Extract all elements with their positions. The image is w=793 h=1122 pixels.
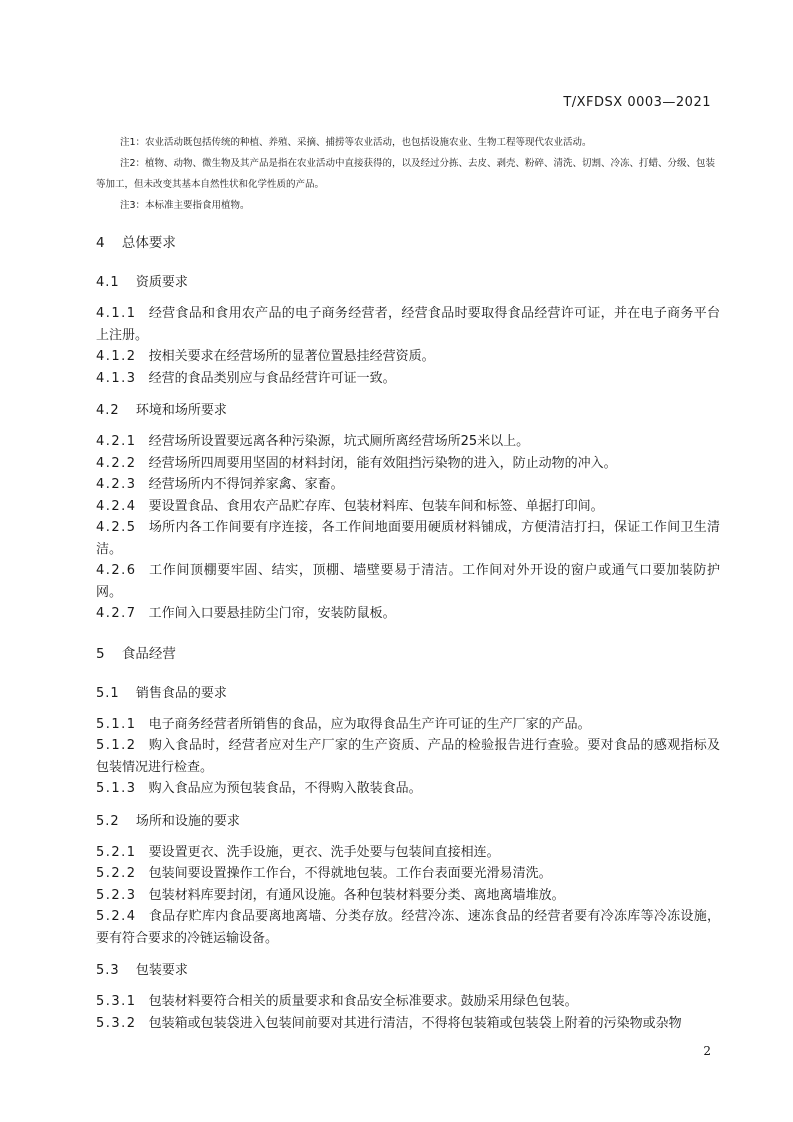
clause [96, 453, 720, 475]
clause-number: 4.2.7 [96, 606, 137, 621]
clause-number: 5.2.2 [96, 866, 137, 881]
clause-number: 4.1.1 [96, 306, 137, 321]
clause-text: 要设置更衣、洗手设施，更衣、洗手处要与包装间直接相连。 [148, 844, 500, 860]
clause [96, 603, 720, 625]
clause [96, 778, 720, 800]
clause-number: 4.2.1 [96, 434, 137, 449]
clause-number: 5.2.3 [96, 887, 137, 903]
clause-text: 包装材料要符合相关的质量要求和食品安全标准要求。鼓励采用绿色包装。 [148, 994, 578, 1009]
note-1: 注1：农业活动既包括传统的种植、养殖、采摘、捕捞等农业活动，也包括设施农业、生物工程等现代农业活动。 [120, 137, 592, 148]
clause-text: 经营场所设置要远离各种污染源，坑式厕所离经营场所25米以上。 [148, 434, 530, 449]
clause-text: 电子商务经营者所销售的食品，应为取得食品生产许可证的生产厂家的产品。 [148, 716, 591, 732]
section-title: 食品经营 [121, 645, 176, 662]
section-number: 5 [96, 645, 106, 662]
clause-text: 工作间顶棚要牢固、结实，顶棚、墙壁要易于清洁。工作间对外开设的窗户或通气口要加装防护网。 [96, 563, 720, 600]
clause [96, 517, 720, 560]
clause [96, 885, 720, 907]
document-code: T/XFDSX 0003—2021 [563, 95, 711, 110]
clause-number: 5.2.4 [96, 909, 137, 924]
subsection-title: 销售食品的要求 [135, 685, 227, 701]
subsection-title: 环境和场所要求 [135, 403, 227, 418]
clause-text: 包装材料库要封闭，有通风设施。各种包装材料要分类、离地离墙堆放。 [148, 887, 565, 903]
clause-text: 经营场所内不得饲养家禽、家畜。 [148, 477, 344, 492]
subsection-title: 包装要求 [135, 963, 188, 978]
section-heading [96, 230, 720, 256]
clause [96, 842, 720, 864]
clause-number: 4.2.2 [96, 455, 137, 471]
page-number: 2 [703, 1044, 711, 1058]
clause-number: 4.2.4 [96, 498, 137, 514]
clause-text: 按相关要求在经营场所的显著位置悬挂经营资质。 [148, 349, 435, 364]
clause-number: 4.2.5 [96, 520, 137, 535]
subsection-heading [96, 681, 720, 707]
section-heading [96, 641, 720, 667]
clause-text: 包装箱或包装袋进入包装间前要对其进行清洁，不得将包装箱或包装袋上附着的污染物或杂物 [148, 1015, 682, 1031]
clause-text: 经营食品和食用农产品的电子商务经营者，经营食品时要取得食品经营许可证，并在电子商务平台上注册。 [96, 306, 720, 343]
notes-block [96, 132, 716, 216]
section-number: 4 [96, 235, 106, 251]
clause [96, 368, 720, 390]
subsection-number: 4.1 [96, 275, 120, 290]
subsection-number: 5.3 [96, 963, 120, 978]
clause [96, 863, 720, 885]
subsection-heading [96, 958, 720, 984]
clause-text: 食品存贮库内食品要离地离墙、分类存放。经营冷冻、速冻食品的经营者要有冷冻库等冷冻设施，要有符合要求的冷链运输设备。 [96, 909, 720, 946]
clause-text: 经营场所四周要用坚固的材料封闭，能有效阻挡污染物的进入，防止动物的冲入。 [148, 455, 617, 471]
clause-number: 5.1.1 [96, 716, 137, 732]
clause-text: 购入食品时，经营者应对生产厂家的生产资质、产品的检验报告进行查验。要对食品的感观指标及包装情况进行检查。 [96, 738, 720, 775]
clause-text: 场所内各工作间要有序连接，各工作间地面要用硬质材料铺成，方便清洁打扫，保证工作间卫生清洁。 [96, 520, 720, 557]
clause [96, 1013, 720, 1035]
clause-number: 5.3.2 [96, 1015, 137, 1031]
clause [96, 906, 720, 949]
clause [96, 735, 720, 778]
section-title: 总体要求 [121, 235, 176, 251]
clause-text: 包装间要设置操作工作台，不得就地包装。工作台表面要光滑易清洗。 [148, 866, 552, 881]
clause [96, 431, 720, 453]
note-2: 注2：植物、动物、微生物及其产品是指在农业活动中直接获得的，以及经过分拣、去皮、剥壳、粉碎、清洗、切割、冷冻、打蜡、分级、包装等加工，但未改变其基本自然性状和化学性质的产品。 [96, 158, 716, 190]
note-3: 注3：本标准主要指食用植物。 [120, 200, 250, 211]
subsection-number: 4.2 [96, 403, 120, 418]
subsection-heading [96, 809, 720, 835]
clause-text: 购入食品应为预包装食品，不得购入散装食品。 [148, 781, 422, 796]
clause [96, 474, 720, 496]
clause-number: 4.1.3 [96, 370, 137, 386]
clause-number: 5.1.2 [96, 738, 137, 753]
clause [96, 560, 720, 603]
clause-number: 4.2.6 [96, 563, 137, 578]
subsection-number: 5.1 [96, 685, 120, 701]
subsection-heading [96, 270, 720, 296]
clause [96, 714, 720, 736]
clause [96, 346, 720, 368]
clause-text: 经营的食品类别应与食品经营许可证一致。 [148, 370, 396, 386]
clause-text: 要设置食品、食用农产品贮存库、包装材料库、包装车间和标签、单据打印间。 [148, 498, 604, 514]
clause [96, 496, 720, 518]
clause [96, 303, 720, 346]
subsection-number: 5.2 [96, 813, 120, 829]
subsection-heading [96, 398, 720, 424]
subsection-title: 资质要求 [135, 275, 188, 290]
clause-number: 5.3.1 [96, 994, 137, 1009]
subsection-title: 场所和设施的要求 [135, 813, 240, 829]
clause-text: 工作间入口要悬挂防尘门帘，安装防鼠板。 [148, 606, 396, 621]
clause-number: 4.1.2 [96, 349, 137, 364]
clause-number: 5.1.3 [96, 781, 137, 796]
document-body [96, 230, 720, 1034]
clause-number: 5.2.1 [96, 844, 137, 860]
clause [96, 991, 720, 1013]
clause-number: 4.2.3 [96, 477, 137, 492]
